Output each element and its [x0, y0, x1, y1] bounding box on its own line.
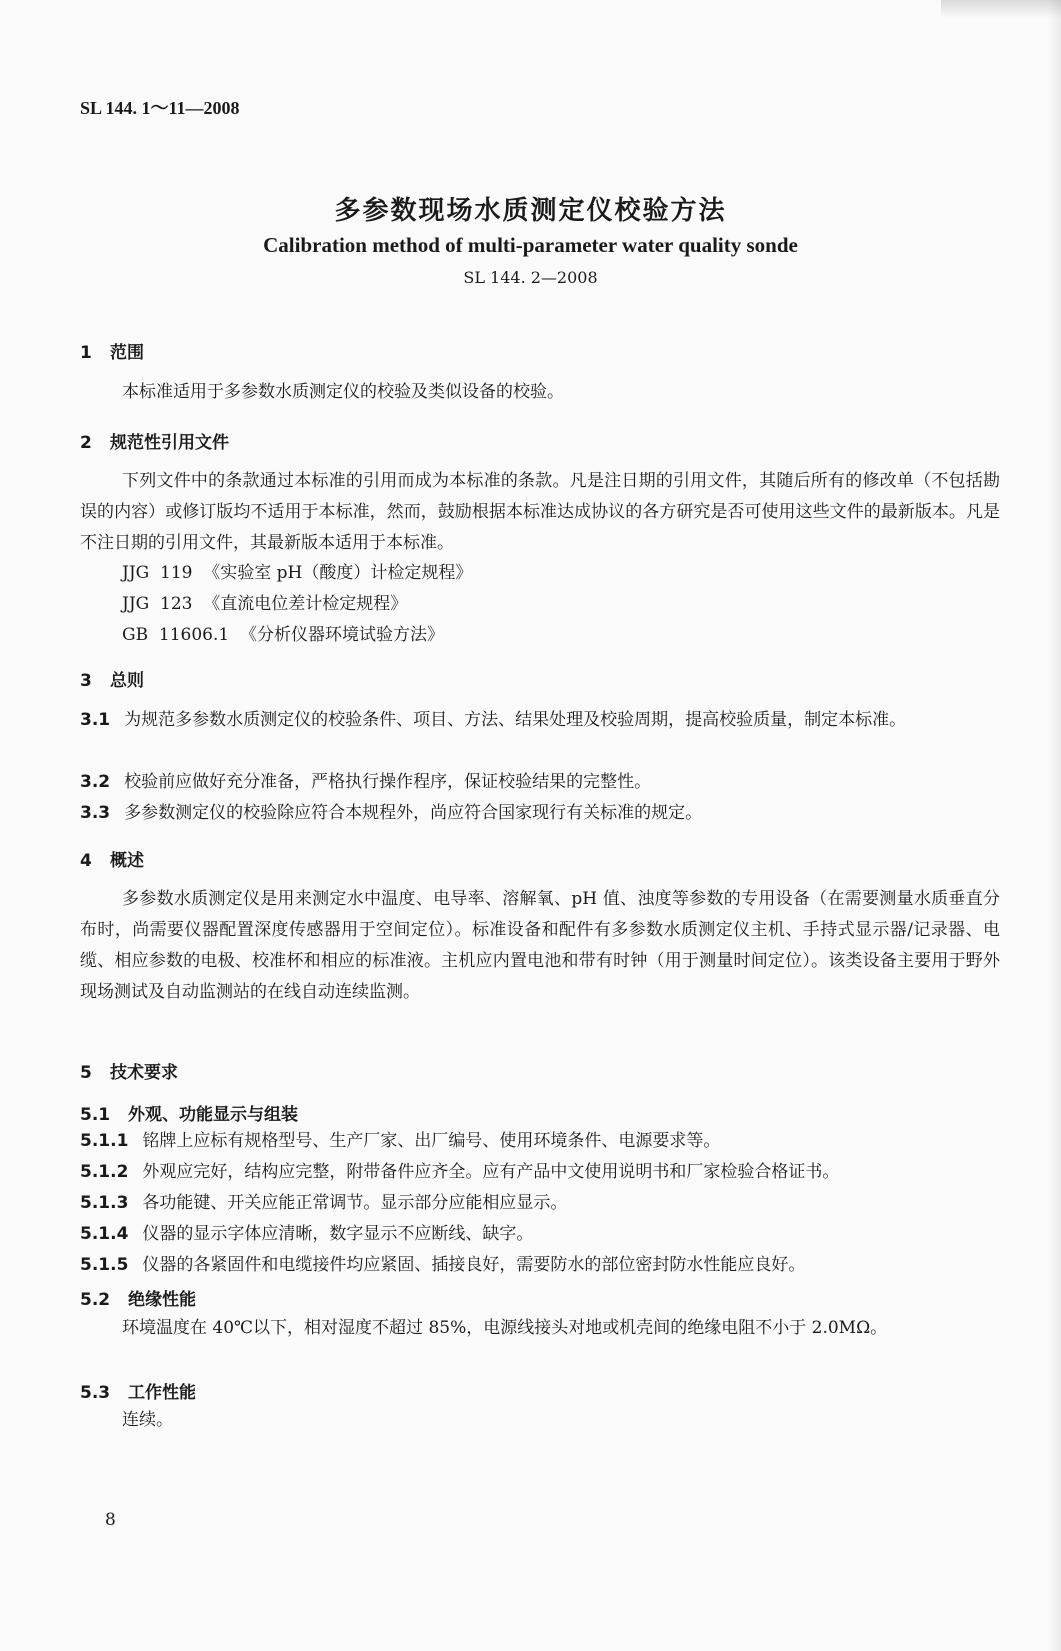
subsection-title: 工作性能 — [128, 1383, 196, 1403]
section-4-paragraph: 多参数水质测定仪是用来测定水中温度、电导率、溶解氧、pH 值、浊度等参数的专用设备（在需要测量水质垂直分布时，尚需要仪器配置深度传感器用于空间定位）。标准设备和配件有多参数水质测定仪主机、手持式显示器/记录器、电缆、相应参数的电极、校准杯和相应的标准液。主机应内置电池和带有时钟（用于测量时间定位）。该类设备主要用于野外现场测试及自动监测站的在线自动连续监测。 — [80, 889, 1000, 1002]
clause-5-1-3 — [80, 1188, 1000, 1219]
section-title: 总则 — [110, 671, 144, 691]
subsection-title: 外观、功能显示与组装 — [128, 1105, 298, 1125]
section-number: 3 — [80, 671, 92, 691]
clause-3-3 — [80, 798, 1000, 829]
section-title: 规范性引用文件 — [110, 433, 229, 453]
clause-text: 外观应完好，结构应完整，附带备件应齐全。应有产品中文使用说明书和厂家检验合格证书。 — [142, 1162, 840, 1182]
section-title: 范围 — [110, 343, 144, 363]
section-3-heading — [80, 666, 144, 691]
clause-text: 仪器的各紧固件和电缆接件均应紧固、插接良好，需要防水的部位密封防水性能应良好。 — [142, 1255, 806, 1275]
clause-text: 铭牌上应标有规格型号、生产厂家、出厂编号、使用环境条件、电源要求等。 — [142, 1131, 721, 1151]
clause-5-1-2 — [80, 1157, 1000, 1188]
subsection-number: 5.3 — [80, 1383, 111, 1403]
clause-text: 多参数测定仪的校验除应符合本规程外，尚应符合国家现行有关标准的规定。 — [124, 803, 703, 823]
clause-number: 5.1.4 — [80, 1224, 129, 1244]
standard-code-header: SL 144. 1～11—2008 — [80, 98, 240, 118]
reference-item: JJG 123 《直流电位差计检定规程》 — [122, 594, 408, 614]
clause-text: 各功能键、开关应能正常调节。显示部分应能相应显示。 — [142, 1193, 568, 1213]
clause-5-1-1 — [80, 1126, 1000, 1157]
section-1-heading — [80, 338, 144, 363]
clause-5-1-5 — [80, 1250, 1000, 1281]
clause-5-1-4 — [80, 1219, 1000, 1250]
subsection-5-3-paragraph: 连续。 — [122, 1410, 173, 1430]
clause-number: 5.1.3 — [80, 1193, 129, 1213]
clause-number: 3.2 — [80, 772, 111, 792]
section-5-heading — [80, 1058, 178, 1083]
reference-item: JJG 119 《实验室 pH（酸度）计检定规程》 — [122, 563, 473, 583]
clause-number: 5.1.1 — [80, 1131, 129, 1151]
section-title: 概述 — [110, 851, 144, 871]
subsection-5-2-paragraph: 环境温度在 40℃以下，相对湿度不超过 85%，电源线接头对地或机壳间的绝缘电阻不小于 2.0MΩ。 — [122, 1318, 888, 1338]
subsection-title: 绝缘性能 — [128, 1290, 196, 1310]
section-number: 5 — [80, 1063, 92, 1083]
title-english: Calibration method of multi-parameter water quality sonde — [263, 233, 798, 257]
subsection-5-2-heading — [80, 1285, 196, 1310]
subsection-5-3-heading — [80, 1378, 196, 1403]
clause-3-1 — [80, 705, 1000, 736]
section-number: 2 — [80, 433, 92, 453]
section-2-heading — [80, 428, 229, 453]
section-2-paragraph: 下列文件中的条款通过本标准的引用而成为本标准的条款。凡是注日期的引用文件，其随后所有的修改单（不包括勘误的内容）或修订版均不适用于本标准，然而，鼓励根据本标准达成协议的各方研究是否可使用这些文件的最新版本。凡是不注日期的引用文件，其最新版本适用于本标准。 — [80, 471, 1000, 553]
section-title: 技术要求 — [110, 1063, 178, 1083]
section-number: 4 — [80, 851, 92, 871]
subsection-number: 5.2 — [80, 1290, 111, 1310]
clause-number: 3.1 — [80, 710, 111, 730]
page-corner-shadow — [941, 0, 1061, 18]
title-standard-code: SL 144. 2—2008 — [463, 268, 598, 287]
section-1-paragraph: 本标准适用于多参数水质测定仪的校验及类似设备的校验。 — [122, 382, 564, 402]
reference-item: GB 11606.1 《分析仪器环境试验方法》 — [122, 625, 444, 645]
subsection-number: 5.1 — [80, 1105, 111, 1125]
subsection-5-1-heading — [80, 1100, 298, 1125]
section-4-heading — [80, 846, 144, 871]
clause-number: 5.1.5 — [80, 1255, 129, 1275]
clause-number: 3.3 — [80, 803, 111, 823]
clause-text: 仪器的显示字体应清晰，数字显示不应断线、缺字。 — [142, 1224, 534, 1244]
clause-text: 为规范多参数水质测定仪的校验条件、项目、方法、结果处理及校验周期，提高校验质量，制定本标准。 — [124, 710, 907, 730]
section-number: 1 — [80, 343, 92, 363]
clause-text: 校验前应做好充分准备，严格执行操作程序，保证校验结果的完整性。 — [124, 772, 652, 792]
title-chinese: 多参数现场水质测定仪校验方法 — [334, 196, 727, 226]
clause-3-2 — [80, 767, 1000, 798]
clause-number: 5.1.2 — [80, 1162, 129, 1182]
page-number: 8 — [105, 1510, 116, 1530]
